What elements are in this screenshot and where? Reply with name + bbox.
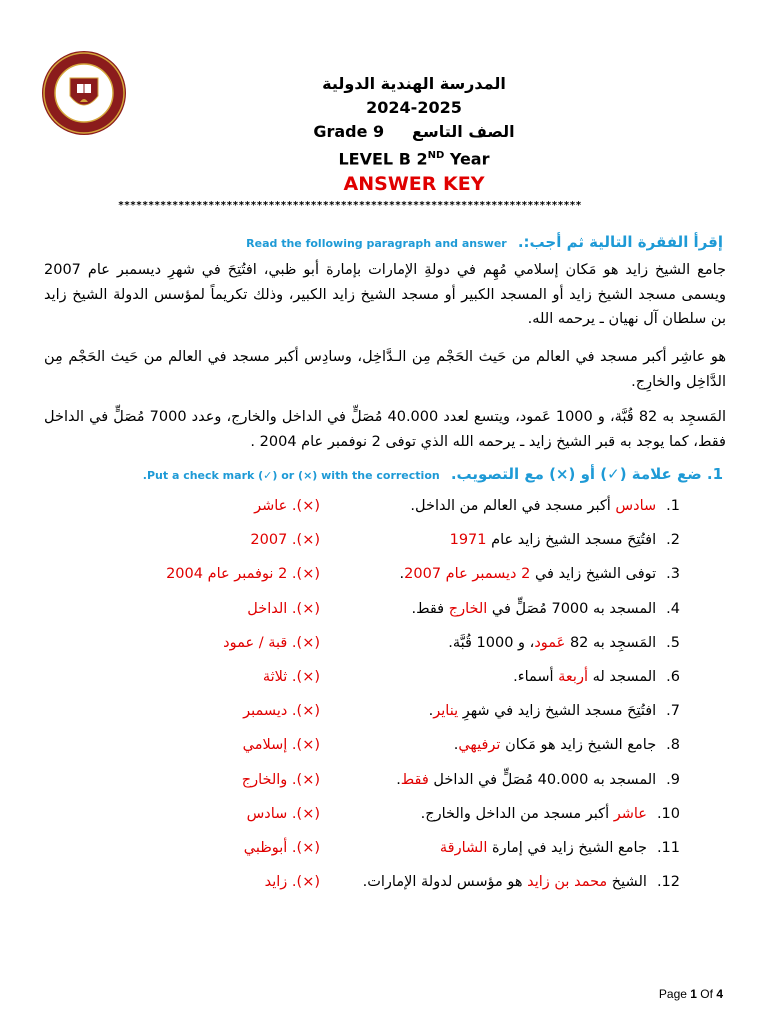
list-item — [0, 874, 768, 904]
page-current: 1 — [690, 987, 697, 1001]
item-number: 4. — [666, 600, 680, 617]
item-answer: والخارج — [241, 771, 288, 788]
item-wrong-word: أربعة — [558, 669, 588, 685]
item-number: 8. — [666, 737, 680, 754]
item-correction — [150, 669, 320, 685]
item-wrong-word: عَمود — [534, 634, 566, 651]
item-correction — [150, 806, 320, 822]
item-mark: (×). — [291, 669, 320, 685]
item-correction — [150, 772, 320, 788]
item-text-after: أكبر مسجد في العالم من الداخل. — [410, 498, 616, 514]
item-wrong-word: عاشر — [613, 805, 647, 822]
list-item — [0, 566, 768, 596]
list-item — [0, 498, 768, 528]
item-statement — [454, 737, 680, 753]
item-number: 11. — [656, 840, 680, 856]
item-wrong-word: 2 ديسمبر عام 2007 — [404, 566, 531, 583]
item-correction — [150, 635, 320, 651]
item-text-before: افتُتِحَ مسجد الشيخ زايد في شهرِ — [458, 703, 657, 720]
item-number: 9. — [666, 771, 680, 788]
item-mark: (×). — [291, 600, 320, 617]
item-correction — [150, 840, 320, 856]
grade-line — [60, 120, 768, 144]
level-suffix: Year — [444, 149, 490, 169]
item-correction — [150, 498, 320, 514]
item-answer: سادس — [246, 805, 288, 822]
item-statement — [400, 566, 680, 582]
item-statement — [440, 840, 680, 856]
item-mark: (×). — [291, 703, 320, 720]
instruction-ar: إقرأ الفقرة التالية ثم أجب:. — [517, 233, 723, 251]
item-answer: 2007 — [250, 532, 288, 549]
list-item — [0, 532, 768, 562]
page-footer — [659, 987, 723, 1001]
document-header — [0, 72, 768, 197]
academic-year: 2024-2025 — [366, 98, 462, 117]
item-text-after: ، و 1000 قُبَّة. — [448, 634, 535, 651]
item-wrong-word: الشارقة — [439, 840, 488, 856]
item-answer: عاشر — [254, 498, 288, 514]
item-text-after: أسماء. — [513, 669, 559, 685]
separator-line: ***************************************************************************** — [118, 200, 582, 211]
item-mark: (×). — [291, 874, 320, 891]
item-answer: الداخل — [247, 600, 288, 617]
list-item — [0, 840, 768, 870]
item-correction — [150, 737, 320, 753]
item-text-before: جامع الشيخ زايد هو مَكان — [500, 737, 657, 754]
item-correction — [150, 532, 320, 548]
school-name: المدرسة الهندية الدولية — [322, 74, 506, 93]
item-wrong-word: محمد بن زايد — [527, 874, 608, 891]
item-answer: أبوظبي — [243, 840, 288, 856]
item-text-before: المسجد له — [588, 669, 657, 685]
item-wrong-word: ترفيهي — [458, 737, 501, 754]
item-correction — [150, 601, 320, 617]
item-text-before: المسجد به 7000 مُصَلٍّ في — [487, 600, 657, 617]
item-text-before: الشيخ — [607, 874, 647, 891]
level-line — [60, 144, 768, 171]
item-number: 10. — [656, 805, 680, 822]
reading-instruction — [246, 232, 723, 251]
item-mark: (×). — [291, 805, 320, 822]
item-mark: (×). — [291, 737, 320, 754]
item-statement — [421, 806, 680, 822]
item-statement — [411, 601, 680, 617]
level-sup: ND — [427, 150, 445, 161]
paragraph-2: هو عاشِر أكبر مسجد في العالم من حَيث الحَجْم مِن الـدَّاخِل، وسادِس أكبر مسجد في العالم من حَيث الحَجْم مِن الدَّاخِل والخارِج. — [44, 349, 726, 390]
item-answer: قبة / عمود — [223, 634, 288, 651]
item-answer: زايد — [264, 874, 288, 891]
item-text-after: أكبر مسجد من الداخل والخارج. — [420, 805, 614, 822]
list-item — [0, 669, 768, 699]
item-statement — [363, 874, 680, 890]
item-mark: (×). — [291, 840, 320, 856]
item-statement — [396, 772, 680, 788]
grade-ar: الصف التاسع — [412, 122, 515, 141]
item-number: 5. — [666, 634, 680, 651]
question-title — [143, 464, 723, 483]
item-number: 3. — [666, 566, 680, 583]
item-text-before: جامع الشيخ زايد في إمارة — [487, 840, 647, 856]
list-item — [0, 703, 768, 733]
item-wrong-word: الخارج — [448, 600, 488, 617]
item-number: 6. — [666, 669, 680, 685]
list-item — [0, 772, 768, 802]
item-mark: (×). — [291, 532, 320, 549]
grade-en: Grade 9 — [313, 122, 385, 141]
page-total: 4 — [716, 987, 723, 1001]
paragraph-3: المَسجِد به 82 قُبَّة، و 1000 عَمود، ويتسع لعدد 40.000 مُصَلٍّ في الداخل والخارج، وعدد 7000 مُصَلٍّ في الداخل فقط، كما يوجد به قبر الشيخ زايد ـ يرحمه الله الذي توفى 2 نوفمبر عام 2004 . — [44, 409, 727, 450]
page-label: Page — [658, 987, 691, 1001]
item-statement — [513, 669, 680, 685]
item-text-after: . — [396, 771, 401, 788]
item-answer: 2 نوفمبر عام 2004 — [166, 566, 288, 583]
item-answer: ثلاثة — [262, 669, 288, 685]
item-number: 12. — [656, 874, 680, 891]
item-wrong-word: فقط — [400, 771, 429, 788]
item-mark: (×). — [291, 566, 320, 583]
item-wrong-word: يناير — [433, 703, 459, 720]
instruction-en: Read the following paragraph and answer — [246, 237, 507, 250]
item-mark: (×). — [291, 634, 320, 651]
item-wrong-word: سادس — [615, 498, 657, 514]
item-answer: إسلامي — [242, 737, 288, 754]
item-text-before: المسجد به 40.000 مُصَلٍّ في الداخل — [428, 771, 657, 788]
list-item — [0, 635, 768, 665]
item-mark: (×). — [291, 498, 320, 514]
item-text-after: فقط. — [411, 600, 449, 617]
question-en: Put a check mark (✓) or (×) with the correction. — [142, 469, 440, 482]
question-number: 1. — [706, 465, 723, 483]
item-text-after: . — [428, 703, 434, 720]
item-number: 2. — [666, 532, 680, 549]
item-text-after: هو مؤسس لدولة الإمارات. — [362, 874, 528, 891]
item-correction — [150, 566, 320, 582]
item-text-before: توفى الشيخ زايد في — [530, 566, 657, 583]
item-statement — [429, 703, 680, 719]
item-number: 1. — [666, 498, 680, 514]
item-text-before: المَسجِد به 82 — [565, 634, 657, 651]
answer-key-title: ANSWER KEY — [343, 173, 485, 196]
list-item — [0, 806, 768, 836]
item-statement — [410, 498, 680, 514]
item-correction — [150, 703, 320, 719]
page-of: Of — [696, 987, 717, 1001]
item-text-before: افتُتِحَ مسجد الشيخ زايد عام — [486, 532, 657, 549]
question-ar: ضع علامة (✓) أو (×) مع التصويب. — [450, 465, 702, 483]
paragraph-1: جامع الشيخ زايد هو مَكان إسلامي مُهِم في دولةِ الإمارات بإمارة أبو ظبي، افتُتِحَ في شهرِ ديسمبر عام 2007 ويسمى مسجد الشيخ زايد أو المسجد الكبير أو مسجد الشيخ زايد الكبير، وذلك تكريماً لمؤسس الدولة الشيخ زايد بن سلطان آل نهيان ـ يرحمه الله. — [44, 262, 726, 327]
item-answer: ديسمبر — [243, 703, 288, 720]
list-item — [0, 601, 768, 631]
list-item — [0, 737, 768, 767]
item-mark: (×). — [291, 771, 320, 788]
level-prefix: LEVEL B 2 — [338, 149, 428, 169]
item-correction — [150, 874, 320, 890]
item-wrong-word: 1971 — [449, 532, 487, 549]
item-text-after: . — [453, 737, 459, 754]
item-number: 7. — [666, 703, 680, 720]
item-text-after: . — [399, 566, 405, 583]
item-statement — [448, 635, 680, 651]
item-statement — [450, 532, 680, 548]
